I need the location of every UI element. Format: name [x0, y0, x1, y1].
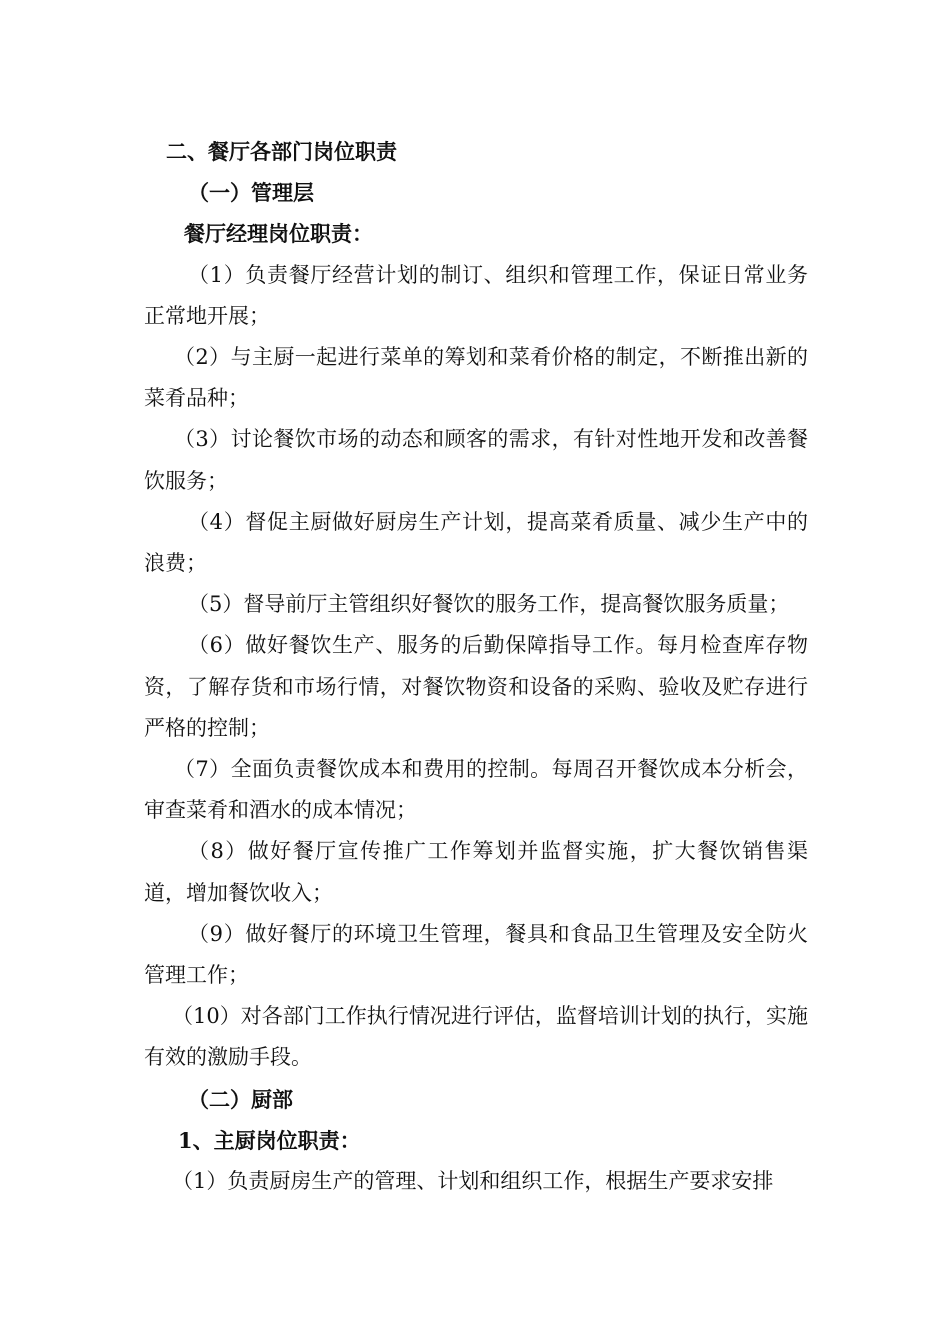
subsection-title-kitchen: （二）厨部 [188, 1086, 293, 1112]
chef-duties-heading: 1、主厨岗位职责： [178, 1127, 361, 1153]
chef-duty-item: （1）负责厨房生产的管理、计划和组织工作，根据生产要求安排 [172, 1169, 774, 1194]
manager-duty-item: （1）负责餐厅经营计划的制订、组织和管理工作，保证日常业务正常地开展； [144, 262, 808, 328]
subsection-title-management: （一）管理层 [188, 180, 314, 206]
manager-duty-item: （9）做好餐厅的环境卫生管理，餐具和食品卫生管理及安全防火管理工作； [144, 921, 808, 988]
manager-duties-heading: 餐厅经理岗位职责： [184, 221, 373, 247]
manager-duty-item: （7）全面负责餐饮成本和费用的控制。每周召开餐饮成本分析会，审查菜肴和酒水的成本情况； [144, 757, 808, 823]
manager-duty-item: （10）对各部门工作执行情况进行评估，监督培训计划的执行，实施有效的激励手段。 [144, 1004, 808, 1070]
manager-duty-item: （4）督促主厨做好厨房生产计划，提高菜肴质量、减少生产中的浪费； [144, 509, 808, 576]
manager-duty-item: （3）讨论餐饮市场的动态和顾客的需求，有针对性地开发和改善餐饮服务； [144, 427, 808, 493]
manager-duty-item: （5）督导前厅主管组织好餐饮的服务工作，提高餐饮服务质量； [188, 592, 790, 617]
section-title: 二、餐厅各部门岗位职责 [166, 139, 397, 164]
manager-duty-item: （6）做好餐饮生产、服务的后勤保障指导工作。每月检查库存物资，了解存货和市场行情，对餐饮物资和设备的采购、验收及贮存进行严格的控制； [144, 633, 808, 740]
document-body [144, 131, 808, 1202]
manager-duty-item: （8）做好餐厅宣传推广工作筹划并监督实施，扩大餐饮销售渠道，增加餐饮收入； [144, 839, 808, 905]
manager-duty-item: （2）与主厨一起进行菜单的筹划和菜肴价格的制定，不断推出新的菜肴品种； [144, 345, 808, 411]
